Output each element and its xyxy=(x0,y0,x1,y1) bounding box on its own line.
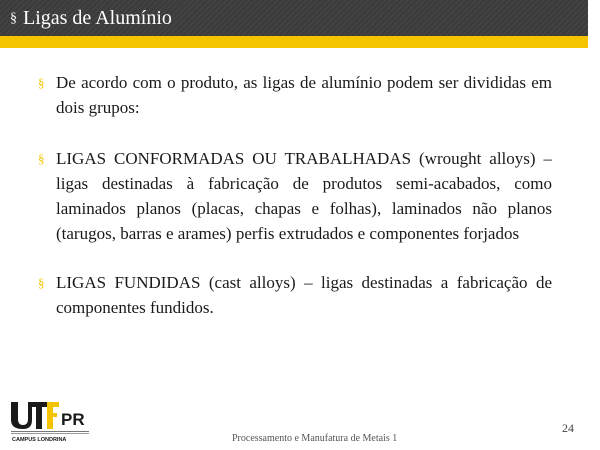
page-number: 24 xyxy=(562,421,574,435)
bullet-marker-icon: § xyxy=(38,275,45,290)
utfpr-logo xyxy=(10,400,92,442)
logo-pr-text: PR xyxy=(61,410,85,429)
bullet-marker-icon: § xyxy=(38,75,45,90)
title-bar xyxy=(0,0,588,36)
bullet-text: LIGAS FUNDIDAS (cast alloys) – ligas destinadas a fabricação de componentes fundidos. xyxy=(56,273,552,317)
header-edge xyxy=(588,0,600,48)
bullet-text: LIGAS CONFORMADAS OU TRABALHADAS (wrought alloys) – ligas destinadas à fabricação de produtos semi-acabados, como laminados planos (placas, chapas e folhas), laminados não planos (tarugos, barras e arames) perfis extrudados e componentes forjados xyxy=(56,149,552,243)
slide-body xyxy=(38,70,552,320)
bullet-item-wrought xyxy=(38,146,552,246)
utfpr-logo-icon xyxy=(10,400,92,442)
accent-bar xyxy=(0,36,588,48)
bullet-marker-icon: § xyxy=(38,151,45,166)
slide-title-text: Ligas de Alumínio xyxy=(23,7,172,29)
slide-title xyxy=(10,7,172,30)
title-bullet-icon: § xyxy=(10,11,17,26)
bullet-item-cast xyxy=(38,270,552,320)
footer-course: Processamento e Manufatura de Metais 1 xyxy=(232,433,398,444)
bullet-text: De acordo com o produto, as ligas de alumínio podem ser divididas em dois grupos: xyxy=(56,73,552,117)
bullet-item-intro xyxy=(38,70,552,120)
logo-campus-text: CAMPUS LONDRINA xyxy=(12,437,67,442)
